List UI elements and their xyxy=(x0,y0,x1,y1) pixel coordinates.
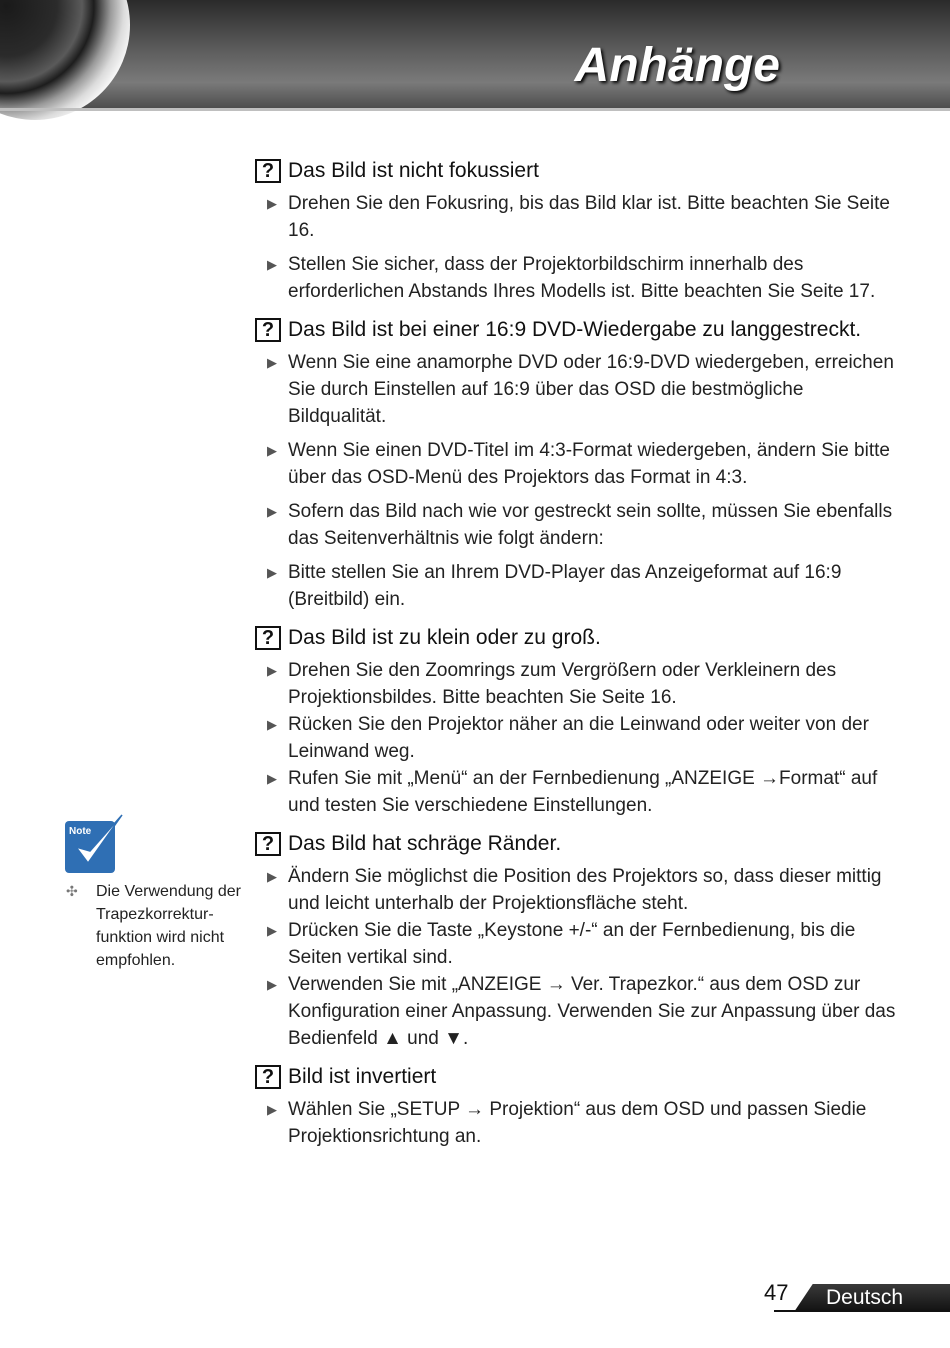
page-footer xyxy=(764,1278,950,1314)
bullet-text: Wenn Sie einen DVD-Titel im 4:3-Format wiedergeben, ändern Sie bitte über das OSD-Menü des Projektors das Format in 4:3. xyxy=(288,440,890,488)
bullet-text: Bitte stellen Sie an Ihrem DVD-Player das Anzeigeformat auf 16:9 (Breitbild) ein. xyxy=(288,562,842,610)
bullet-list xyxy=(255,863,905,1052)
bullet-list xyxy=(255,1096,905,1150)
triangle-right-icon: ▶ xyxy=(267,663,277,678)
list-item xyxy=(255,711,905,765)
section-keystone xyxy=(255,831,905,1052)
footer-underline xyxy=(774,1310,950,1312)
triangle-right-icon: ▶ xyxy=(267,977,277,992)
list-item xyxy=(255,863,905,917)
bullet-text: Rufen Sie mit „Menü“ an der Fernbedienung „ANZEIGE →Format“ auf und testen Sie verschiedene Einstellungen. xyxy=(288,768,878,816)
list-item xyxy=(255,251,905,305)
section-heading xyxy=(255,317,905,343)
bullet-text: Stellen Sie sicher, dass der Projektorbildschirm innerhalb des erforderlichen Abstands Ihres Modells ist. Bitte beachten Sie Seite 17. xyxy=(288,254,876,302)
bullet-text: Wenn Sie eine anamorphe DVD oder 16:9-DVD wiedergeben, erreichen Sie durch Einstellen auf 16:9 über das OSD die bestmögliche Bildqualität. xyxy=(288,352,894,427)
lens-graphic-icon xyxy=(0,0,130,120)
list-item xyxy=(255,1096,905,1150)
question-box-icon: ? xyxy=(255,159,281,183)
triangle-right-icon: ▶ xyxy=(267,771,277,786)
triangle-right-icon: ▶ xyxy=(267,923,277,938)
question-box-icon: ? xyxy=(255,832,281,856)
bullet-text: Ändern Sie möglichst die Position des Projektors so, dass dieser mittig und leicht unterhalb der Projektionsfläche steht. xyxy=(288,866,882,914)
bullet-list xyxy=(255,657,905,819)
section-dvd xyxy=(255,317,905,613)
note-check-icon xyxy=(64,813,126,875)
bullet-text: Rücken Sie den Projektor näher an die Leinwand oder weiter von der Leinwand weg. xyxy=(288,714,869,762)
triangle-right-icon: ▶ xyxy=(267,257,277,272)
bullet-text: Drehen Sie den Zoomrings zum Vergrößern oder Verkleinern des Projektionsbildes. Bitte beachten Sie Seite 16. xyxy=(288,660,837,708)
bullet-list xyxy=(255,349,905,613)
bullet-text: Drücken Sie die Taste „Keystone +/-“ an der Fernbedienung, bis die Seiten vertikal sind. xyxy=(288,920,856,968)
bullet-text: Drehen Sie den Fokusring, bis das Bild klar ist. Bitte beachten Sie Seite 16. xyxy=(288,193,890,241)
section-heading xyxy=(255,158,905,184)
section-title: Das Bild hat schräge Ränder. xyxy=(288,832,562,855)
note-text: Die Verwendung der Trapezkorrektur-funktion wird nicht empfohlen. xyxy=(96,883,241,969)
bullet-list xyxy=(255,190,905,305)
section-heading xyxy=(255,1064,905,1090)
footer-language: Deutsch xyxy=(826,1286,904,1309)
section-focus xyxy=(255,158,905,305)
triangle-right-icon: ▶ xyxy=(267,355,277,370)
triangle-right-icon: ▶ xyxy=(267,1102,277,1117)
triangle-right-icon: ▶ xyxy=(267,717,277,732)
section-heading xyxy=(255,625,905,651)
list-item xyxy=(255,498,905,552)
triangle-right-icon: ▶ xyxy=(267,504,277,519)
list-item xyxy=(255,765,905,819)
triangle-right-icon: ▶ xyxy=(267,443,277,458)
main-content xyxy=(255,158,905,1162)
triangle-right-icon: ▶ xyxy=(267,565,277,580)
page-header xyxy=(0,0,950,110)
section-size xyxy=(255,625,905,819)
note-item xyxy=(66,880,256,972)
bullet-text: Sofern das Bild nach wie vor gestreckt sein sollte, müssen Sie ebenfalls das Seitenverhältnis wie folgt ändern: xyxy=(288,501,893,549)
section-title: Bild ist invertiert xyxy=(288,1065,437,1088)
note-badge-label: Note xyxy=(69,826,92,837)
section-heading xyxy=(255,831,905,857)
list-item xyxy=(255,971,905,1052)
page-title: Anhänge xyxy=(574,39,780,92)
section-inverted xyxy=(255,1064,905,1150)
bullet-text: Verwenden Sie mit „ANZEIGE → Ver. Trapezkor.“ aus dem OSD zur Konfiguration einer Anpassung. Verwenden Sie zur Anpassung über das Bedienfeld ▲ und ▼. xyxy=(288,974,896,1049)
question-box-icon: ? xyxy=(255,318,281,342)
list-item xyxy=(255,349,905,430)
triangle-right-icon: ▶ xyxy=(267,869,277,884)
header-divider xyxy=(0,108,950,111)
list-item xyxy=(255,917,905,971)
page-number: 47 xyxy=(764,1280,789,1305)
section-title: Das Bild ist zu klein oder zu groß. xyxy=(288,626,601,649)
note-list xyxy=(66,880,256,972)
question-box-icon: ? xyxy=(255,1065,281,1089)
section-title: Das Bild ist nicht fokussiert xyxy=(288,159,539,182)
list-item xyxy=(255,190,905,244)
question-box-icon: ? xyxy=(255,626,281,650)
list-item xyxy=(255,657,905,711)
list-item xyxy=(255,437,905,491)
bullet-text: Wählen Sie „SETUP → Projektion“ aus dem OSD und passen Siedie Projektionsrichtung an. xyxy=(288,1099,867,1147)
section-title: Das Bild ist bei einer 16:9 DVD-Wiedergabe zu langgestreckt. xyxy=(288,318,862,341)
triangle-right-icon: ▶ xyxy=(267,196,277,211)
diamond-star-icon: ✣ xyxy=(66,883,78,899)
list-item xyxy=(255,559,905,613)
